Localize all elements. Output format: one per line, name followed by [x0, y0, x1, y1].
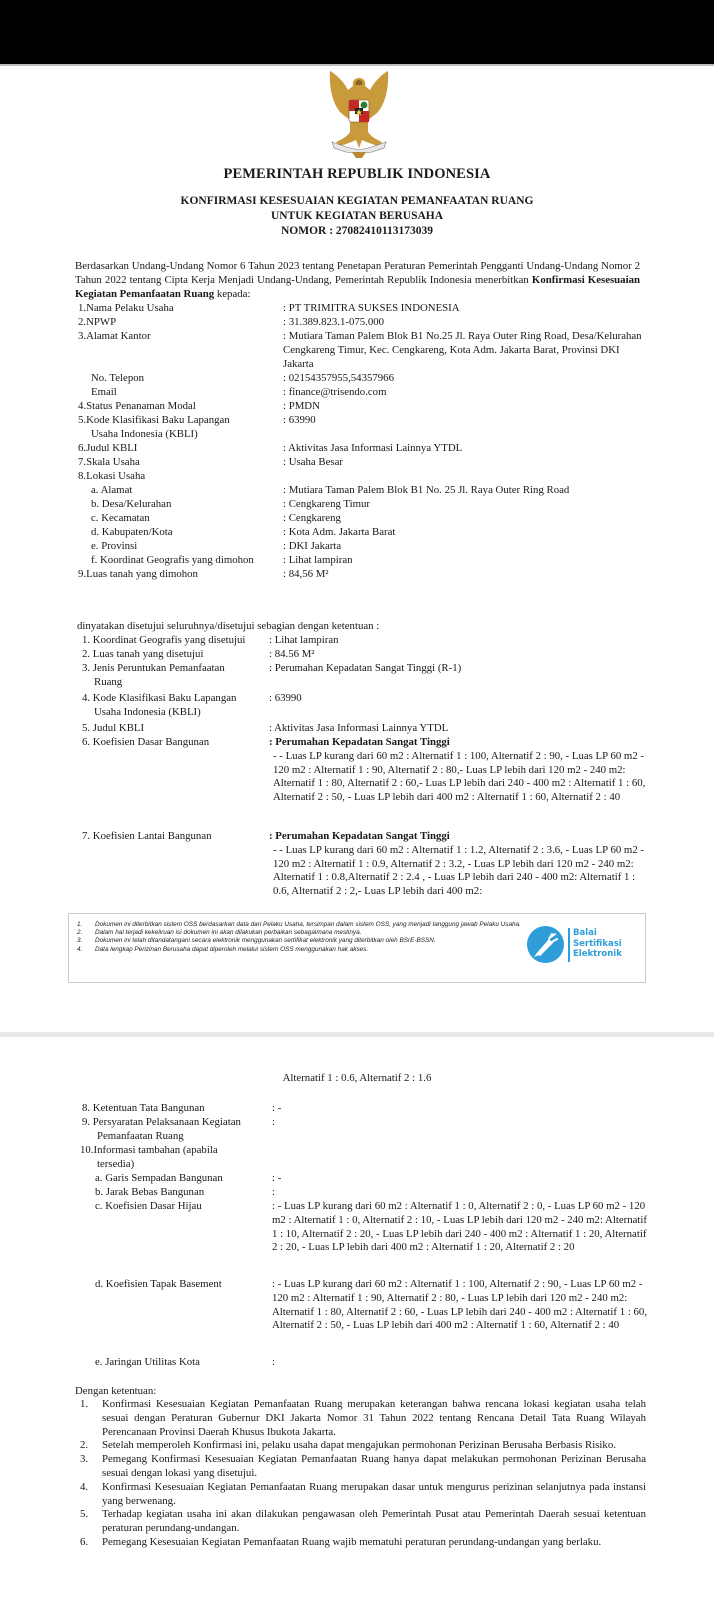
footer-note-text: Dokumen ini telah ditandatangani secara elektronik menggunakan sertifikat elektronik yang diterbitkan oleh BSrE-BSSN. [95, 937, 436, 945]
footer-note-text: Dalam hal terjadi kekeliruan isi dokumen ini akan dilakukan perbaikan sebagaimana mestinya. [95, 929, 362, 937]
status-bar [0, 0, 714, 64]
field-value: : - Luas LP kurang dari 60 m2 : Alternatif 1 : 0, Alternatif 2 : 0, - Luas LP 60 m2 - 120 m2 : Alternatif 1 : 0, Alternatif 2 : 10, - Luas LP lebih dari 120 m2 - 240 m2: Alternatif 1 : 10, Alternatif 2 : 20, - Luas LP lebih dari 240 - 400 m2 : Alternatif 1 : 20, Alternatif 2 : 20, - Luas LP lebih dari 400 m2 : Alternatif 1 : 20, Alternatif 2 : 20 [272, 1200, 648, 1254]
field-value: : - [272, 1172, 282, 1184]
footer-note-text: Data lengkap Perizinan Berusaha dapat diperoleh melalui sistem OSS menggunakan hak akses. [95, 945, 369, 953]
klb-continuation: Alternatif 1 : 0.6, Alternatif 2 : 1.6 [282, 1072, 432, 1084]
page-separator [0, 1032, 714, 1037]
footer-notes [77, 921, 527, 954]
field-label: b. Desa/Kelurahan [91, 498, 172, 510]
field-value: : [272, 1116, 275, 1128]
field-value: : PT TRIMITRA SUKSES INDONESIA [283, 302, 460, 314]
footer-note-number: 4. [77, 945, 83, 953]
terms-item [75, 1508, 646, 1536]
bsre-logo [527, 926, 642, 968]
footer-note-number: 3. [77, 937, 83, 945]
terms-heading: Dengan ketentuan: [75, 1385, 157, 1397]
field-label: d. Kabupaten/Kota [91, 526, 173, 538]
government-title: PEMERINTAH REPUBLIK INDONESIA [223, 166, 491, 182]
intro-text-end: kepada: [214, 287, 251, 300]
field-value: : 02154357955,54357966 [283, 372, 394, 384]
klb-detail: - - Luas LP kurang dari 60 m2 : Alternatif 1 : 1.2, Alternatif 2 : 3.6, - Luas LP 60 m2 - 120 m2 : Alternatif 1 : 0.9, Alternatif 2 : 3.2, - Luas LP lebih dari 120 m2 - 240 m2: Alternatif 1 : 0.8,Alternatif 2 : 2.4 , - Luas LP lebih dari 240 - 400 m2: Alternatif 1 : 0.6, Alternatif 2 : 2,- Luas LP lebih dari 400 m2: [273, 843, 645, 898]
intro-paragraph [75, 260, 640, 301]
field-value: : finance@trisendo.com [283, 386, 387, 398]
terms-item-text: Terhadap kegiatan usaha ini akan dilakukan pengawasan oleh Pemerintah Pusat atau Pemerintah Daerah sesuai ketentuan peraturan perundang-undangan. [102, 1508, 646, 1535]
field-value: : 63990 [283, 414, 316, 426]
intro-text: Berdasarkan Undang-Undang Nomor 6 Tahun 2023 tentang Penetapan Peraturan Pemerintah Pengganti Undang-Undang Nomor 2 Tahun 2022 tentang Cipta Kerja Menjadi Undang-Undang, Pemerintah Republik Indonesia menerbitkan [75, 260, 640, 286]
field-value: : 84.56 M² [269, 648, 315, 660]
field-value: : Cengkareng Timur [283, 498, 370, 510]
field-value: : 31.389.823.1-075.000 [283, 316, 385, 328]
field-value: : 63990 [269, 692, 302, 704]
field-value: : Kota Adm. Jakarta Barat [283, 526, 396, 538]
field-label: 7.Skala Usaha [78, 456, 140, 468]
field-value: : [272, 1186, 275, 1198]
field-value: : 84,56 M² [283, 568, 329, 580]
terms-item [75, 1439, 646, 1453]
terms-item-number: 4. [80, 1480, 89, 1493]
terms-item [75, 1481, 646, 1509]
field-value: : Aktivitas Jasa Informasi Lainnya YTDL [283, 442, 463, 454]
field-value: : Cengkareng [283, 512, 341, 524]
field-label: 10.Informasi tambahan (apabila [80, 1144, 218, 1156]
terms-item-text: Konfirmasi Kesesuaian Kegiatan Pemanfaatan Ruang merupakan dasar untuk mengurus perizinan selanjutnya pada instansi yang berwenang. [102, 1480, 646, 1507]
field-label: 2.NPWP [78, 316, 117, 328]
footer-note [77, 921, 527, 929]
terms-item-text: Pemegang Konfirmasi Kesesuaian Kegiatan Pemanfaatan Ruang hanya dapat melakukan permohonan Perizinan Berusaha sesuai dengan lokasi yang disetujui. [102, 1453, 646, 1479]
intro-bold-text: Konfirmasi Kesesuaian Kegiatan Pemanfaatan Ruang [75, 273, 640, 300]
field-value: : - Luas LP kurang dari 60 m2 : Alternatif 1 : 100, Alternatif 2 : 90, - Luas LP 60 m2 - 120 m2 : Alternatif 1 : 90, Alternatif 2 : 80, - Luas LP lebih dari 120 m2 - 240 m2: Alternatif 1 : 80, Alternatif 2 : 60, - Luas LP lebih dari 240 - 400 m2 : Alternatif 1 : 60, Alternatif 2 : 50, - Luas LP lebih dari 400 m2 : Alternatif 1 : 60, Alternatif 2 : 40 [272, 1278, 648, 1332]
status-bar-divider [0, 64, 714, 66]
field-label: e. Jaringan Utilitas Kota [95, 1356, 200, 1368]
field-label: f. Koordinat Geografis yang dimohon [91, 554, 254, 566]
kdb-heading: : Perumahan Kepadatan Sangat Tinggi [269, 736, 450, 748]
footer-note [77, 937, 527, 945]
field-label: 4. Kode Klasifikasi Baku Lapangan [82, 692, 237, 704]
field-label: tersedia) [97, 1158, 135, 1170]
field-value: : DKI Jakarta [283, 540, 342, 552]
footer-note-number: 2. [77, 929, 83, 937]
terms-item-number: 2. [80, 1439, 89, 1452]
bsre-line3: Elektronik [573, 949, 622, 959]
document-title-line2: UNTUK KEGIATAN BERUSAHA [270, 210, 444, 222]
field-value: : Lihat lampiran [269, 634, 339, 646]
document-footer [68, 913, 646, 983]
field-label: 4.Status Penanaman Modal [78, 400, 196, 412]
terms-item-number: 1. [80, 1398, 89, 1410]
terms-item [75, 1398, 646, 1439]
field-label: Email [91, 386, 117, 398]
bsre-line1: Balai [573, 928, 597, 938]
field-value: : Mutiara Taman Palem Blok B1 No.25 Jl. Raya Outer Ring Road, Desa/Kelurahan Cengkareng Timur, Kec. Cengkareng, Kota Adm. Jakarta Barat, Provinsi DKI Jakarta [283, 330, 642, 370]
field-label: 8. Ketentuan Tata Bangunan [82, 1102, 205, 1114]
field-label: Usaha Indonesia (KBLI) [94, 706, 201, 718]
terms-item-number: 5. [80, 1508, 89, 1521]
bsre-line2: Sertifikasi [573, 938, 622, 949]
field-value: : - [272, 1102, 282, 1114]
document-number: NOMOR : 27082410113173039 [280, 225, 434, 237]
field-label: c. Koefisien Dasar Hijau [95, 1200, 202, 1212]
field-label: No. Telepon [91, 372, 145, 384]
terms-item-number: 6. [80, 1535, 89, 1548]
field-value: : Aktivitas Jasa Informasi Lainnya YTDL [269, 722, 449, 734]
field-value: : [272, 1356, 275, 1368]
field-value: : Perumahan Kepadatan Sangat Tinggi (R-1) [269, 662, 462, 674]
terms-item-text: Konfirmasi Kesesuaian Kegiatan Pemanfaatan Ruang merupakan keterangan bahwa rencana lokasi kegiatan usaha telah sesuai dengan Peraturan Gubernur DKI Jakarta Nomor 31 Tahun 2022 tentang Rencana Detail Tata Ruang Wilayah Perencanaan Provinsi Daerah Khusus Ibukota Jakarta. [102, 1398, 646, 1438]
bsre-wordmark [573, 928, 622, 960]
field-label: e. Provinsi [91, 540, 138, 552]
field-label: 9.Luas tanah yang dimohon [78, 568, 198, 580]
field-label: d. Koefisien Tapak Basement [95, 1278, 222, 1290]
footer-note-text: Dokumen ini diterbitkan sistem OSS berdasarkan data dari Pelaku Usaha, tersimpan dalam sistem OSS, yang menjadi tanggung jawab Pelaku Usaha. [95, 921, 521, 928]
field-value [269, 736, 649, 805]
field-label: 3. Jenis Peruntukan Pemanfaatan [82, 662, 225, 674]
field-label: Ruang [94, 676, 123, 688]
footer-note [77, 929, 527, 937]
terms-item-number: 3. [80, 1453, 89, 1466]
field-value: : Lihat lampiran [283, 554, 353, 566]
garuda-emblem-icon [326, 68, 392, 160]
bsre-pen-icon [527, 926, 564, 963]
bsre-divider [568, 928, 570, 962]
approval-intro: dinyatakan disetujui seluruhnya/disetujui sebagian dengan ketentuan : [77, 620, 380, 632]
field-value: : Mutiara Taman Palem Blok B1 No. 25 Jl. Raya Outer Ring Road [283, 484, 570, 496]
footer-note [77, 946, 527, 954]
kdb-detail: - - Luas LP kurang dari 60 m2 : Alternatif 1 : 100, Alternatif 2 : 90, - Luas LP 60 m2 - 120 m2 : Alternatif 1 : 90, Alternatif 2 : 80,- Luas LP lebih dari 120 m2 - 240 m2: Alternatif 1 : 80, Alternatif 2 : 60,- Luas LP lebih dari 240 - 400 m2 : Alternatif 1 : 60, Alternatif 2 : 50, - Luas LP lebih dari 400 m2 : Alternatif 1 : 60, Alternatif 2 : 40 [273, 749, 646, 804]
field-label: a. Alamat [91, 484, 133, 496]
footer-note-number: 1. [77, 921, 83, 928]
field-label: 1.Nama Pelaku Usaha [78, 302, 174, 314]
field-label: 9. Persyaratan Pelaksanaan Kegiatan [82, 1116, 241, 1128]
field-label: 6.Judul KBLI [78, 442, 138, 454]
terms-item-text: Setelah memperoleh Konfirmasi ini, pelaku usaha dapat mengajukan permohonan Perizinan Berusaha Berbasis Risiko. [102, 1439, 616, 1452]
field-label: c. Kecamatan [91, 512, 150, 524]
field-label: 1. Koordinat Geografis yang disetujui [82, 634, 246, 646]
terms-item [75, 1453, 646, 1481]
klb-heading: : Perumahan Kepadatan Sangat Tinggi [269, 830, 450, 842]
field-label: 3.Alamat Kantor [78, 330, 151, 342]
field-label: Usaha Indonesia (KBLI) [91, 428, 198, 440]
field-label: 5. Judul KBLI [82, 722, 145, 734]
field-label: Pemanfaatan Ruang [97, 1130, 184, 1142]
document-title [0, 194, 714, 239]
field-label: 8.Lokasi Usaha [78, 470, 146, 482]
field-label: 5.Kode Klasifikasi Baku Lapangan [78, 414, 230, 426]
terms-list [75, 1398, 646, 1550]
field-label: b. Jarak Bebas Bangunan [95, 1186, 205, 1198]
terms-item [75, 1536, 646, 1550]
field-label: 7. Koefisien Lantai Bangunan [82, 830, 212, 842]
field-label: 6. Koefisien Dasar Bangunan [82, 736, 210, 748]
terms-item-text: Pemegang Kesesuaian Kegiatan Pemanfaatan Ruang wajib mematuhi peraturan perundang-undangan yang berlaku. [102, 1535, 602, 1548]
field-value: : Usaha Besar [283, 456, 343, 468]
document-title-line1: KONFIRMASI KESESUAIAN KEGIATAN PEMANFAATAN RUANG [180, 195, 534, 207]
field-value: : PMDN [283, 400, 320, 412]
field-label: 2. Luas tanah yang disetujui [82, 648, 204, 660]
field-value [269, 830, 649, 899]
field-label: a. Garis Sempadan Bangunan [95, 1172, 223, 1184]
